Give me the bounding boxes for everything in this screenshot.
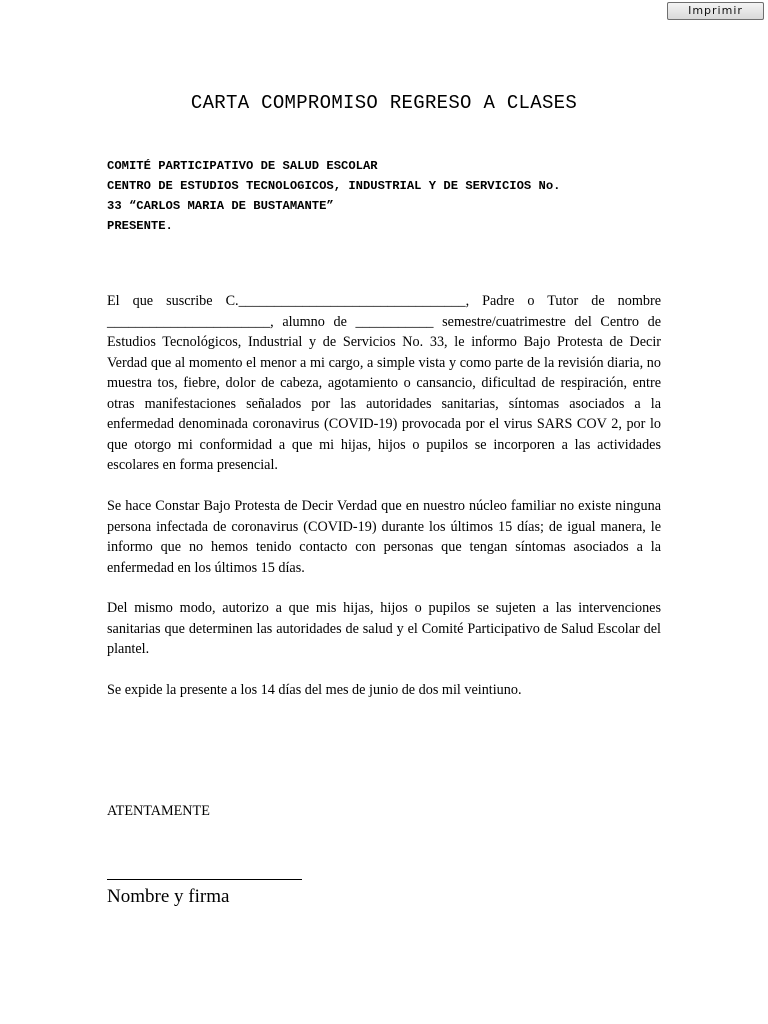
print-button[interactable]: Imprimir <box>667 2 764 20</box>
document-title: CARTA COMPROMISO REGRESO A CLASES <box>190 92 578 114</box>
addressee-line-school: CENTRO DE ESTUDIOS TECNOLOGICOS, INDUSTRIAL Y DE SERVICIOS No. <box>107 179 561 193</box>
paragraph-date: Se expide la presente a los 14 días del mes de junio de dos mil veintiuno. <box>107 682 522 698</box>
addressee-line-presente: PRESENTE. <box>107 219 173 233</box>
paragraph-declaration: El que suscribe C.________________________________, Padre o Tutor de nombre _______________________, alumno de ___________ semestre/cuatrimestre del Centro de Estudios Tecnológicos, Industrial y de Servicios No. 33, le informo Bajo Protesta de Decir Verdad que al momento el menor a mi cargo, a simple vista y como parte de la revisión diaria, no muestra tos, fiebre, dolor de cabeza, agotamiento o cansancio, dificultad de respiración, entre otras manifestaciones señalados por las autoridades sanitarias, síntomas asociados a la enfermedad denominada coronavirus (COVID-19) provocada por el virus SARS COV 2, por lo que otorgo mi conformidad a que mi hijas, hijos o pupilos se incorporen a las actividades escolares en forma presencial. <box>107 293 661 473</box>
paragraph-authorization: Del mismo modo, autorizo a que mis hijas, hijos o pupilos se sujeten a las intervenciones sanitarias que determinen las autoridades de salud y el Comité Participativo de Salud Escolar del plantel. <box>107 600 661 657</box>
addressee-line-committee: COMITÉ PARTICIPATIVO DE SALUD ESCOLAR <box>107 159 378 173</box>
addressee-block <box>107 156 667 236</box>
signature-line <box>107 879 302 880</box>
addressee-line-school-name: 33 “CARLOS MARIA DE BUSTAMANTE” <box>107 199 334 213</box>
closing-text: ATENTAMENTE <box>107 803 210 819</box>
paragraph-family-statement: Se hace Constar Bajo Protesta de Decir Verdad que en nuestro núcleo familiar no existe ninguna persona infectada de coronavirus (COVID-19) durante los últimos 15 días; de igual manera, le informo que no hemos tenido contacto con personas que tengan síntomas asociados a la enfermedad en los últimos 15 días. <box>107 498 661 576</box>
signature-label: Nombre y firma <box>107 886 230 907</box>
